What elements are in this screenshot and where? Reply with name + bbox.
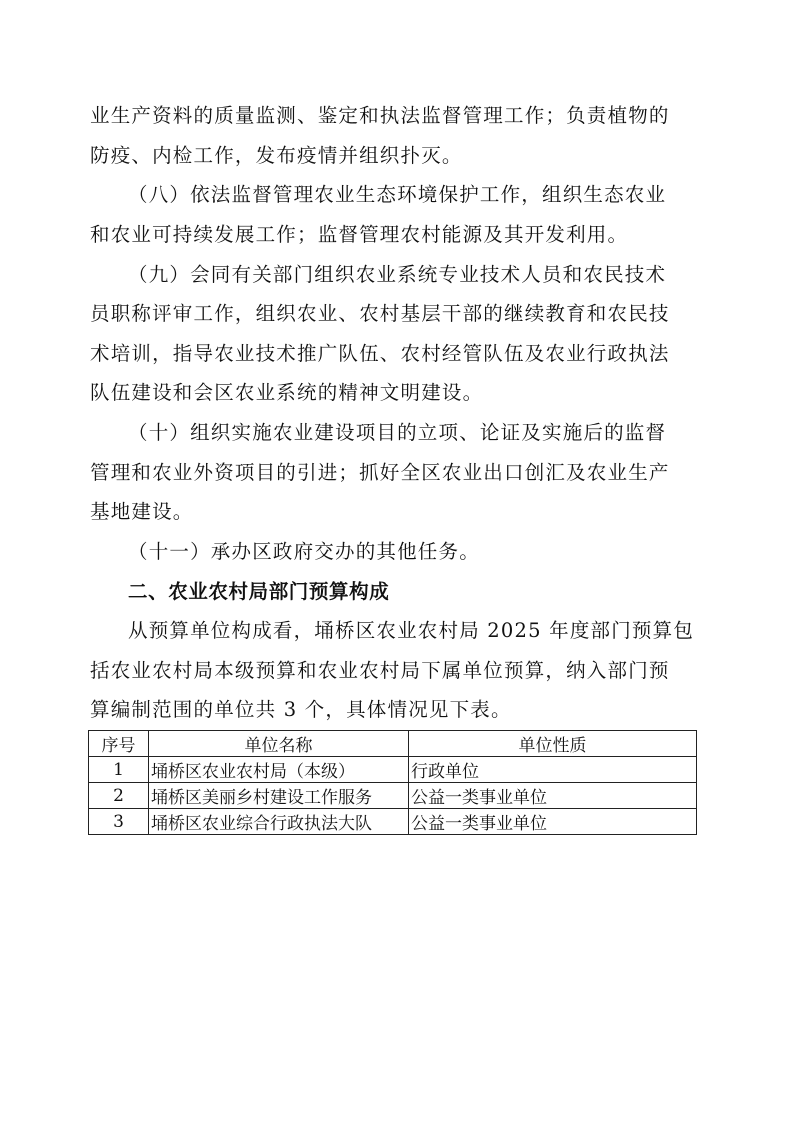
header-unit-nature: 单位性质 [409,731,697,757]
header-unit-name: 单位名称 [149,731,409,757]
body-text-line: 防疫、内检工作，发布疫情并组织扑灭。 [90,144,463,167]
body-text-line: 基地建设。 [90,500,194,523]
body-text-line: 队伍建设和会区农业系统的精神文明建设。 [90,381,484,404]
cell-index: 1 [89,757,149,783]
cell-unit-name: 埇桥区美丽乡村建设工作服务 [149,783,409,809]
header-index: 序号 [89,731,149,757]
cell-index: 2 [89,783,149,809]
table-row [89,809,697,835]
table-row [89,783,697,809]
table-row [89,757,697,783]
body-text-line: （九）会同有关部门组织农业系统专业技术人员和农民技术 [128,263,667,286]
cell-unit-nature: 公益一类事业单位 [409,809,697,835]
cell-unit-nature: 行政单位 [409,757,697,783]
cell-index: 3 [89,809,149,835]
body-text-line: （十）组织实施农业建设项目的立项、论证及实施后的监督 [128,421,667,444]
body-text-line: 括农业农村局本级预算和农业农村局下属单位预算，纳入部门预 [90,659,670,682]
body-text-line: 算编制范围的单位共 3 个，具体情况见下表。 [90,698,512,721]
table-header-row [89,731,697,757]
budget-units-table [88,730,697,835]
cell-unit-name: 埇桥区农业综合行政执法大队 [149,809,409,835]
cell-unit-nature: 公益一类事业单位 [409,783,697,809]
body-text-line: （八）依法监督管理农业生态环境保护工作，组织生态农业 [128,183,667,206]
body-text-line: （十一）承办区政府交办的其他任务。 [128,540,480,563]
section-heading: 二、农业农村局部门预算构成 [128,580,390,603]
body-text-line: 和农业可持续发展工作；监督管理农村能源及其开发利用。 [90,223,629,246]
body-text-line: 员职称评审工作，组织农业、农村基层干部的继续教育和农民技 [90,302,670,325]
body-text-line: 管理和农业外资项目的引进；抓好全区农业出口创汇及农业生产 [90,461,670,484]
body-text-line: 业生产资料的质量监测、鉴定和执法监督管理工作；负责植物的 [90,104,670,127]
cell-unit-name: 埇桥区农业农村局（本级） [149,757,409,783]
body-text-line: 术培训，指导农业技术推广队伍、农村经管队伍及农业行政执法 [90,342,670,365]
body-text-line: 从预算单位构成看，埇桥区农业农村局 2025 年度部门预算包 [128,619,695,642]
